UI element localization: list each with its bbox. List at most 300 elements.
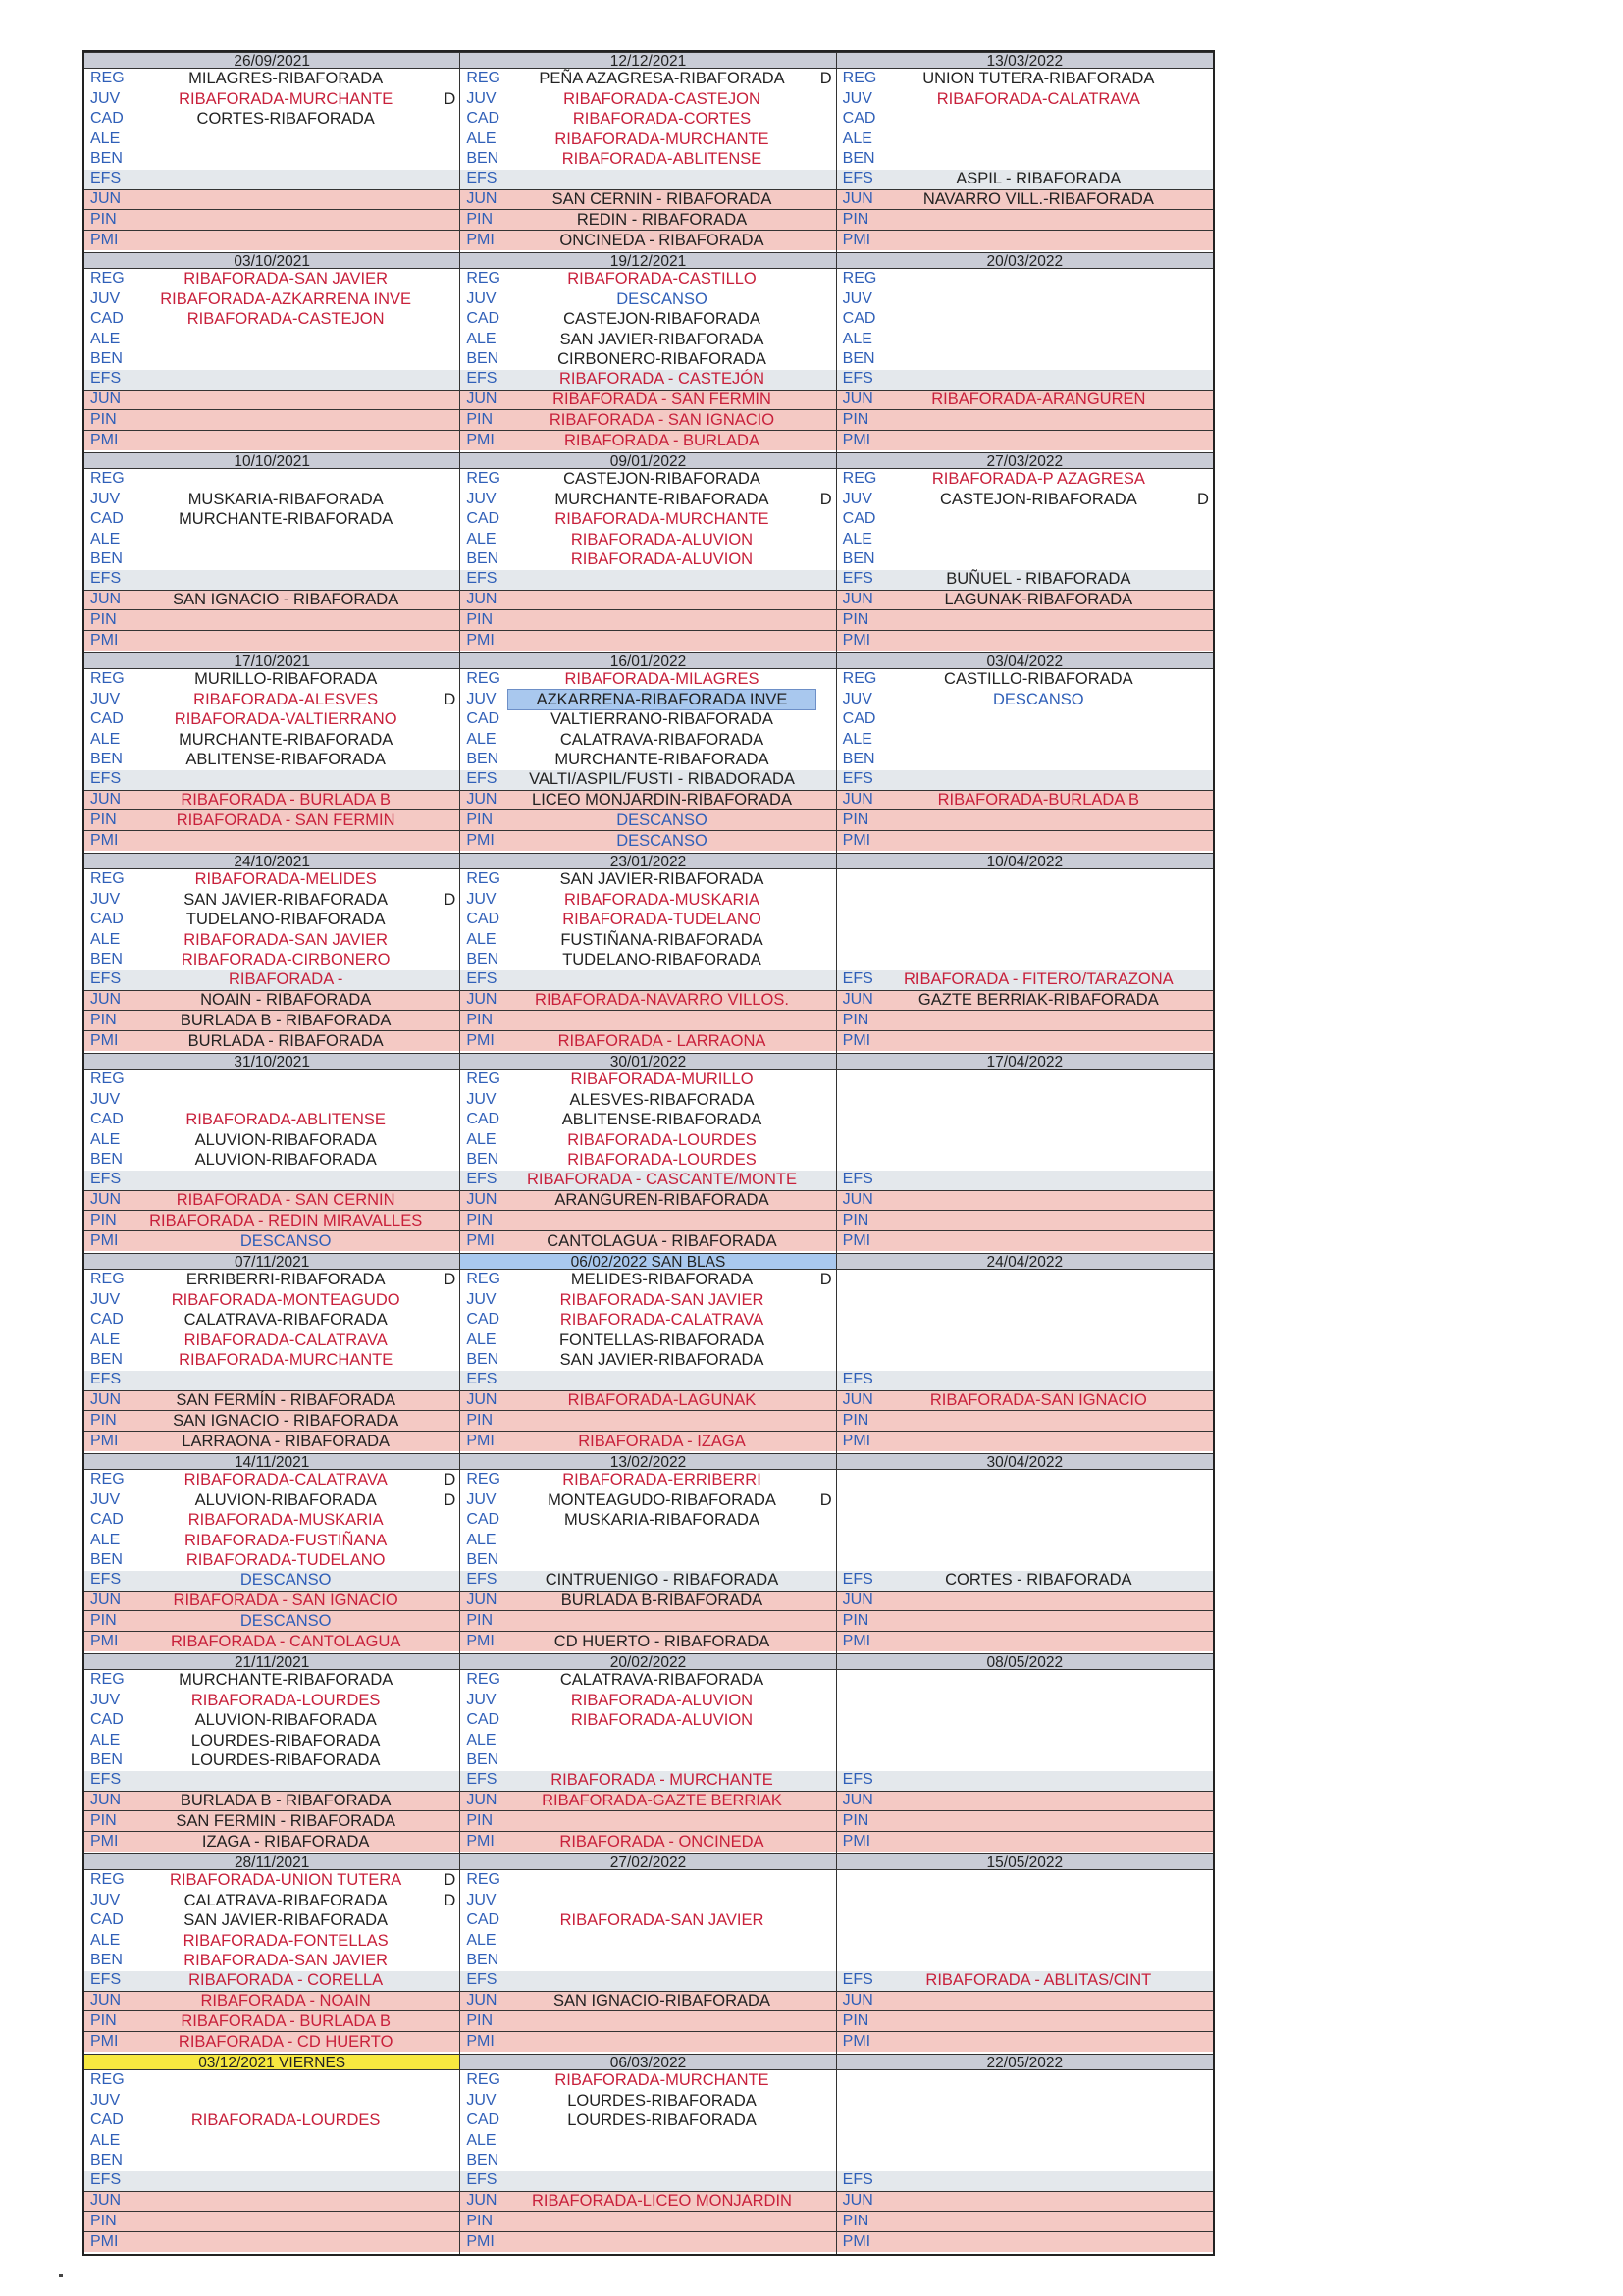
- category-label: JUV: [466, 1891, 497, 1908]
- category-label: ALE: [466, 2131, 497, 2149]
- match-fixture: SAN FERMIN - RIBAFORADA: [176, 1811, 395, 1830]
- match-fixture: RIBAFORADA-MURCHANTE: [554, 510, 769, 529]
- category-row-cad: [84, 910, 459, 930]
- matchday-block: [84, 1053, 459, 1253]
- category-row-ben: [84, 750, 459, 770]
- category-row-ale: [460, 730, 835, 751]
- d-marker: D: [444, 1490, 456, 1509]
- category-label: JUV: [90, 1290, 121, 1308]
- category-row-ale: [84, 1331, 459, 1351]
- match-fixture: CASTEJON-RIBAFORADA: [563, 310, 760, 329]
- match-fixture: LOURDES-RIBAFORADA: [190, 1751, 381, 1770]
- matchday-block: [460, 52, 835, 252]
- category-label: REG: [90, 1871, 125, 1888]
- category-label: PMI: [466, 1031, 495, 1049]
- match-fixture: RIBAFORADA - ONCINEDA: [559, 1832, 764, 1851]
- category-row-jun: [837, 591, 1213, 611]
- category-row-efs: [460, 970, 835, 991]
- category-row-jun: [460, 2192, 835, 2213]
- category-row-reg: [460, 1670, 835, 1691]
- matchday-block: [460, 1253, 835, 1453]
- category-row-ben: [84, 549, 459, 570]
- matchday-date: 22/05/2022: [837, 2054, 1213, 2070]
- category-label: PIN: [842, 1811, 869, 1829]
- category-row-ben: [460, 549, 835, 570]
- category-row-efs: [837, 570, 1213, 591]
- category-row-jun: [837, 1792, 1213, 1812]
- d-marker: D: [1197, 490, 1209, 508]
- match-fixture: RIBAFORADA-LICEO MONJARDIN: [532, 2192, 792, 2211]
- category-label: REG: [466, 1871, 500, 1888]
- match-fixture: ABLITENSE-RIBAFORADA: [561, 1111, 762, 1129]
- category-label: CAD: [90, 310, 124, 328]
- category-row-efs: [837, 370, 1213, 391]
- category-row-cad: [84, 109, 459, 130]
- matchday-date: 20/03/2022: [837, 252, 1213, 269]
- category-row-jun: [460, 1391, 835, 1412]
- category-row-jun: [837, 1592, 1213, 1612]
- category-label: PIN: [90, 1411, 117, 1429]
- category-label: PMI: [90, 231, 119, 248]
- category-row-pin: [837, 810, 1213, 831]
- category-row-pmi: [84, 431, 459, 451]
- matchday-block: [84, 853, 459, 1053]
- category-label: BEN: [842, 350, 875, 368]
- match-fixture: ALUVION-RIBAFORADA: [194, 1490, 377, 1509]
- match-fixture: MUSKARIA-RIBAFORADA: [187, 490, 384, 508]
- category-label: REG: [842, 470, 877, 487]
- category-label: JUN: [842, 1191, 873, 1209]
- category-row-juv: [837, 2091, 1213, 2112]
- match-fixture: CALATRAVA-RIBAFORADA: [559, 1671, 764, 1689]
- category-row-efs: [84, 1571, 459, 1592]
- match-fixture: RIBAFORADA-ALUVION: [570, 530, 754, 548]
- category-label: BEN: [842, 150, 875, 168]
- match-fixture: RIBAFORADA-MUSKARIA: [187, 1511, 384, 1530]
- match-fixture: RIBAFORADA-LAGUNAK: [567, 1391, 757, 1410]
- category-row-ale: [837, 1130, 1213, 1151]
- category-label: ALE: [466, 1130, 497, 1148]
- category-row-ale: [837, 730, 1213, 751]
- category-row-pmi: [460, 831, 835, 852]
- matchday-block: [84, 52, 459, 252]
- category-label: CAD: [466, 911, 500, 928]
- category-row-ale: [460, 1531, 835, 1551]
- category-row-efs: [460, 1971, 835, 1992]
- category-label: EFS: [842, 1571, 873, 1589]
- category-row-efs: [84, 770, 459, 791]
- category-row-efs: [460, 1171, 835, 1191]
- match-fixture: ONCINEDA - RIBAFORADA: [559, 231, 764, 249]
- d-marker: D: [444, 89, 456, 108]
- category-row-reg: [460, 1270, 835, 1290]
- match-fixture: VALTIERRANO-RIBAFORADA: [550, 710, 773, 729]
- category-row-efs: [460, 2171, 835, 2192]
- category-label: EFS: [842, 1171, 873, 1188]
- category-row-ben: [837, 950, 1213, 970]
- category-label: JUV: [90, 1891, 121, 1908]
- matchday-date: 07/11/2021: [84, 1253, 459, 1270]
- category-row-jun: [84, 190, 459, 211]
- category-row-jun: [460, 1592, 835, 1612]
- category-row-ale: [460, 1130, 835, 1151]
- match-fixture: PEÑA AZAGRESA-RIBAFORADA: [539, 70, 785, 87]
- category-label: PIN: [466, 810, 493, 828]
- matchday-date: 30/04/2022: [837, 1453, 1213, 1470]
- category-row-pin: [460, 1811, 835, 1832]
- category-label: JUN: [90, 1992, 122, 2009]
- category-label: PMI: [842, 1632, 871, 1649]
- match-fixture: IZAGA - RIBAFORADA: [201, 1832, 370, 1851]
- match-fixture: RIBAFORADA - SAN IGNACIO: [173, 1592, 398, 1610]
- match-fixture: RIBAFORADA - CASTEJÓN: [558, 370, 764, 389]
- category-label: JUN: [466, 991, 497, 1009]
- category-label: ALE: [842, 130, 872, 147]
- category-row-ben: [460, 750, 835, 770]
- category-row-efs: [84, 370, 459, 391]
- category-row-jun: [837, 1391, 1213, 1412]
- category-label: ALE: [90, 1331, 121, 1348]
- matchday-block: [460, 1853, 835, 2054]
- category-row-jun: [837, 2192, 1213, 2213]
- match-fixture: RIBAFORADA-SAN JAVIER: [183, 930, 389, 949]
- category-label: JUV: [466, 1490, 497, 1508]
- category-row-ben: [460, 149, 835, 170]
- category-row-pin: [460, 1611, 835, 1632]
- category-label: JUN: [466, 1592, 497, 1609]
- match-fixture: RIBAFORADA -: [228, 970, 343, 989]
- category-label: PMI: [466, 2032, 495, 2050]
- category-row-jun: [460, 1792, 835, 1812]
- category-label: ALE: [90, 2131, 121, 2149]
- category-label: JUN: [842, 1992, 873, 2009]
- category-label: ALE: [842, 330, 872, 347]
- match-fixture: RIBAFORADA-SAN JAVIER: [183, 1952, 389, 1970]
- category-label: PMI: [842, 2032, 871, 2050]
- category-row-jun: [84, 391, 459, 411]
- match-fixture: ALUVION-RIBAFORADA: [194, 1151, 377, 1170]
- category-label: PMI: [466, 1231, 495, 1249]
- category-row-reg: [837, 1870, 1213, 1891]
- match-fixture: AZKARRENA-RIBAFORADA INVE: [507, 689, 815, 711]
- match-fixture: CINTRUENIGO - RIBAFORADA: [545, 1571, 779, 1590]
- category-label: PMI: [466, 1432, 495, 1449]
- match-fixture: RIBAFORADA-MILAGRES: [564, 670, 759, 688]
- category-row-cad: [837, 1710, 1213, 1731]
- category-label: BEN: [90, 1751, 123, 1769]
- match-fixture: CIRBONERO-RIBAFORADA: [557, 350, 766, 369]
- category-label: BEN: [90, 951, 123, 968]
- match-fixture: ASPIL - RIBAFORADA: [956, 170, 1122, 188]
- category-label: PMI: [842, 631, 871, 649]
- category-label: PIN: [842, 810, 869, 828]
- category-row-juv: [837, 490, 1213, 510]
- category-label: ALE: [90, 1531, 121, 1548]
- category-row-pin: [837, 1811, 1213, 1832]
- category-row-cad: [84, 1910, 459, 1931]
- category-label: CAD: [466, 310, 500, 328]
- category-row-pin: [837, 1411, 1213, 1432]
- match-fixture: FONTELLAS-RIBAFORADA: [558, 1331, 765, 1349]
- match-fixture: MILAGRES-RIBAFORADA: [188, 70, 384, 87]
- category-label: BEN: [90, 150, 123, 168]
- category-row-reg: [84, 69, 459, 89]
- category-label: EFS: [90, 1371, 122, 1388]
- match-fixture: RIBAFORADA-SAN JAVIER: [183, 270, 389, 287]
- category-row-pmi: [460, 1432, 835, 1452]
- category-row-reg: [84, 1470, 459, 1490]
- category-label: PIN: [466, 1011, 493, 1028]
- category-row-pin: [84, 810, 459, 831]
- category-row-reg: [84, 869, 459, 890]
- category-row-reg: [837, 1270, 1213, 1290]
- category-row-cad: [837, 1910, 1213, 1931]
- category-label: CAD: [842, 310, 876, 328]
- d-marker: D: [819, 70, 832, 87]
- match-fixture: RIBAFORADA-FONTELLAS: [183, 1931, 389, 1950]
- category-label: PIN: [90, 1211, 117, 1228]
- match-fixture: RIBAFORADA-MURCHANTE: [554, 2071, 769, 2089]
- category-label: PIN: [842, 210, 869, 228]
- match-fixture: MELIDES-RIBAFORADA: [570, 1271, 754, 1288]
- category-label: JUV: [466, 1691, 497, 1708]
- match-fixture: RIBAFORADA-LOURDES: [567, 1130, 757, 1149]
- match-fixture: RIBAFORADA-BURLADA B: [937, 791, 1140, 809]
- matchday-block: [837, 2054, 1213, 2254]
- category-row-jun: [837, 1191, 1213, 1212]
- category-row-ale: [837, 2131, 1213, 2152]
- category-row-cad: [460, 1710, 835, 1731]
- category-label: JUV: [466, 89, 497, 107]
- category-label: ALE: [90, 530, 121, 548]
- category-row-ben: [460, 1951, 835, 1971]
- matchday-date: 24/04/2022: [837, 1253, 1213, 1270]
- category-row-pin: [460, 810, 835, 831]
- category-label: JUV: [90, 890, 121, 908]
- match-fixture: RIBAFORADA-SAN IGNACIO: [929, 1391, 1147, 1410]
- category-label: JUV: [842, 289, 872, 307]
- match-fixture: RIBAFORADA-ERRIBERRI: [562, 1471, 761, 1488]
- category-label: JUV: [90, 1090, 121, 1108]
- matchday-block: [84, 652, 459, 853]
- match-fixture: RIBAFORADA-CORTES: [572, 110, 752, 129]
- category-label: EFS: [90, 1571, 122, 1589]
- category-row-cad: [460, 1110, 835, 1130]
- category-label: CAD: [90, 2112, 124, 2129]
- category-label: EFS: [466, 970, 497, 988]
- category-row-ben: [84, 1350, 459, 1371]
- category-label: BEN: [90, 1351, 123, 1369]
- category-row-ben: [837, 750, 1213, 770]
- match-fixture: RIBAFORADA - CD HUERTO: [178, 2032, 393, 2051]
- category-row-efs: [460, 770, 835, 791]
- category-label: BEN: [466, 951, 499, 968]
- match-fixture: MURCHANTE-RIBAFORADA: [554, 490, 769, 508]
- match-fixture: RIBAFORADA-SAN JAVIER: [559, 1290, 764, 1309]
- category-label: CAD: [466, 510, 500, 528]
- category-row-ben: [460, 950, 835, 970]
- category-label: BEN: [466, 150, 499, 168]
- category-row-juv: [837, 1691, 1213, 1711]
- category-row-pin: [84, 1611, 459, 1632]
- matchday-date: 17/04/2022: [837, 1053, 1213, 1070]
- category-row-cad: [84, 509, 459, 530]
- category-row-cad: [84, 309, 459, 330]
- category-label: JUN: [466, 791, 497, 809]
- category-row-efs: [460, 370, 835, 391]
- category-row-pmi: [837, 1632, 1213, 1652]
- category-label: JUN: [842, 1391, 873, 1409]
- category-label: PMI: [90, 1632, 119, 1649]
- category-label: BEN: [842, 550, 875, 568]
- category-label: PMI: [842, 1832, 871, 1850]
- category-label: EFS: [842, 970, 873, 988]
- category-label: JUV: [90, 1490, 121, 1508]
- category-row-cad: [460, 1310, 835, 1331]
- match-fixture: RIBAFORADA-P AZAGRESA: [931, 470, 1145, 488]
- category-row-ale: [84, 530, 459, 550]
- category-label: PIN: [466, 1811, 493, 1829]
- category-label: CAD: [466, 1511, 500, 1529]
- category-label: CAD: [466, 1711, 500, 1729]
- category-label: BEN: [842, 751, 875, 768]
- category-row-cad: [837, 509, 1213, 530]
- category-row-jun: [837, 991, 1213, 1012]
- category-row-jun: [84, 791, 459, 811]
- category-row-jun: [837, 190, 1213, 211]
- category-label: JUV: [466, 690, 497, 707]
- matchday-date: 03/10/2021: [84, 252, 459, 269]
- matchday-block: [84, 452, 459, 652]
- category-label: PMI: [90, 631, 119, 649]
- match-fixture: FUSTIÑANA-RIBAFORADA: [560, 930, 763, 949]
- category-label: REG: [842, 270, 877, 287]
- category-label: REG: [842, 670, 877, 687]
- match-fixture: RIBAFORADA-LOURDES: [190, 1691, 381, 1709]
- match-fixture: VALTI/ASPIL/FUSTI - RIBADORADA: [529, 770, 795, 789]
- category-row-jun: [837, 1992, 1213, 2012]
- category-row-ale: [460, 1331, 835, 1351]
- category-row-efs: [84, 1971, 459, 1992]
- category-row-pin: [84, 410, 459, 431]
- category-row-juv: [460, 1891, 835, 1911]
- match-fixture: RIBAFORADA - CANTOLAGUA: [170, 1632, 401, 1650]
- matchday-date: 16/01/2022: [460, 652, 835, 669]
- category-row-efs: [460, 170, 835, 190]
- category-label: REG: [466, 870, 500, 887]
- category-label: JUV: [466, 890, 497, 908]
- category-row-pmi: [84, 1832, 459, 1852]
- matchday-block: [837, 452, 1213, 652]
- category-row-efs: [84, 1771, 459, 1792]
- category-row-reg: [84, 1070, 459, 1090]
- match-fixture: RIBAFORADA - BURLADA B: [181, 791, 391, 809]
- category-label: PIN: [466, 1211, 493, 1228]
- matchday-date: 12/12/2021: [460, 52, 835, 69]
- category-row-reg: [837, 669, 1213, 690]
- category-label: PIN: [842, 1611, 869, 1629]
- category-row-reg: [460, 1470, 835, 1490]
- category-row-juv: [460, 1691, 835, 1711]
- category-label: BEN: [90, 350, 123, 368]
- match-fixture: RIBAFORADA-CASTEJON: [186, 310, 385, 329]
- category-row-pin: [837, 210, 1213, 231]
- category-row-pmi: [84, 831, 459, 852]
- category-row-juv: [84, 2091, 459, 2112]
- category-label: PIN: [466, 2011, 493, 2029]
- category-row-ben: [460, 2151, 835, 2171]
- category-label: BEN: [466, 1551, 499, 1569]
- category-row-ale: [460, 330, 835, 350]
- category-row-pin: [84, 610, 459, 631]
- category-label: REG: [466, 1271, 500, 1287]
- category-row-pin: [84, 2212, 459, 2232]
- category-row-ale: [837, 1731, 1213, 1751]
- category-row-ben: [460, 1550, 835, 1571]
- matchday-block: [837, 252, 1213, 452]
- category-row-reg: [837, 469, 1213, 490]
- d-marker: D: [444, 1891, 456, 1909]
- category-label: EFS: [466, 1371, 497, 1388]
- category-label: PMI: [842, 1031, 871, 1049]
- match-fixture: CALATRAVA-RIBAFORADA: [559, 730, 764, 749]
- category-label: PIN: [90, 2212, 117, 2229]
- category-label: JUN: [466, 1992, 497, 2009]
- category-label: ALE: [90, 1731, 121, 1748]
- category-row-juv: [84, 690, 459, 710]
- category-row-pin: [460, 2011, 835, 2032]
- category-label: PMI: [90, 1832, 119, 1850]
- category-label: PMI: [842, 1432, 871, 1449]
- category-label: JUN: [90, 791, 122, 809]
- category-label: CAD: [466, 110, 500, 128]
- category-label: REG: [466, 670, 500, 687]
- category-row-ale: [460, 2131, 835, 2152]
- match-fixture: RIBAFORADA-CALATRAVA: [183, 1331, 388, 1349]
- category-label: JUN: [466, 2192, 497, 2210]
- category-label: JUN: [842, 791, 873, 809]
- category-row-ben: [84, 1550, 459, 1571]
- category-label: PIN: [842, 2212, 869, 2229]
- match-fixture: RIBAFORADA - IZAGA: [578, 1432, 746, 1450]
- category-row-pmi: [460, 1031, 835, 1052]
- category-label: PIN: [90, 2011, 117, 2029]
- match-fixture: MURILLO-RIBAFORADA: [194, 670, 378, 688]
- category-label: EFS: [842, 570, 873, 588]
- category-label: EFS: [842, 770, 873, 788]
- match-fixture: SAN JAVIER-RIBAFORADA: [559, 330, 764, 348]
- category-label: REG: [90, 470, 125, 487]
- category-label: EFS: [90, 570, 122, 588]
- category-row-pmi: [84, 1231, 459, 1252]
- category-label: REG: [90, 1671, 125, 1688]
- category-row-pmi: [460, 231, 835, 251]
- category-row-efs: [837, 970, 1213, 991]
- category-row-pin: [460, 1211, 835, 1231]
- match-fixture: DESCANSO: [239, 1231, 332, 1250]
- match-fixture: BUÑUEL - RIBAFORADA: [946, 570, 1131, 589]
- match-fixture: DESCANSO: [616, 831, 707, 850]
- category-label: REG: [90, 270, 125, 287]
- category-label: JUV: [90, 89, 121, 107]
- category-row-cad: [84, 1510, 459, 1531]
- category-label: REG: [90, 70, 125, 86]
- category-row-pin: [460, 1011, 835, 1031]
- category-row-jun: [84, 2192, 459, 2213]
- match-fixture: RIBAFORADA-ALESVES: [193, 690, 379, 708]
- category-row-reg: [460, 269, 835, 289]
- category-row-pmi: [837, 1432, 1213, 1452]
